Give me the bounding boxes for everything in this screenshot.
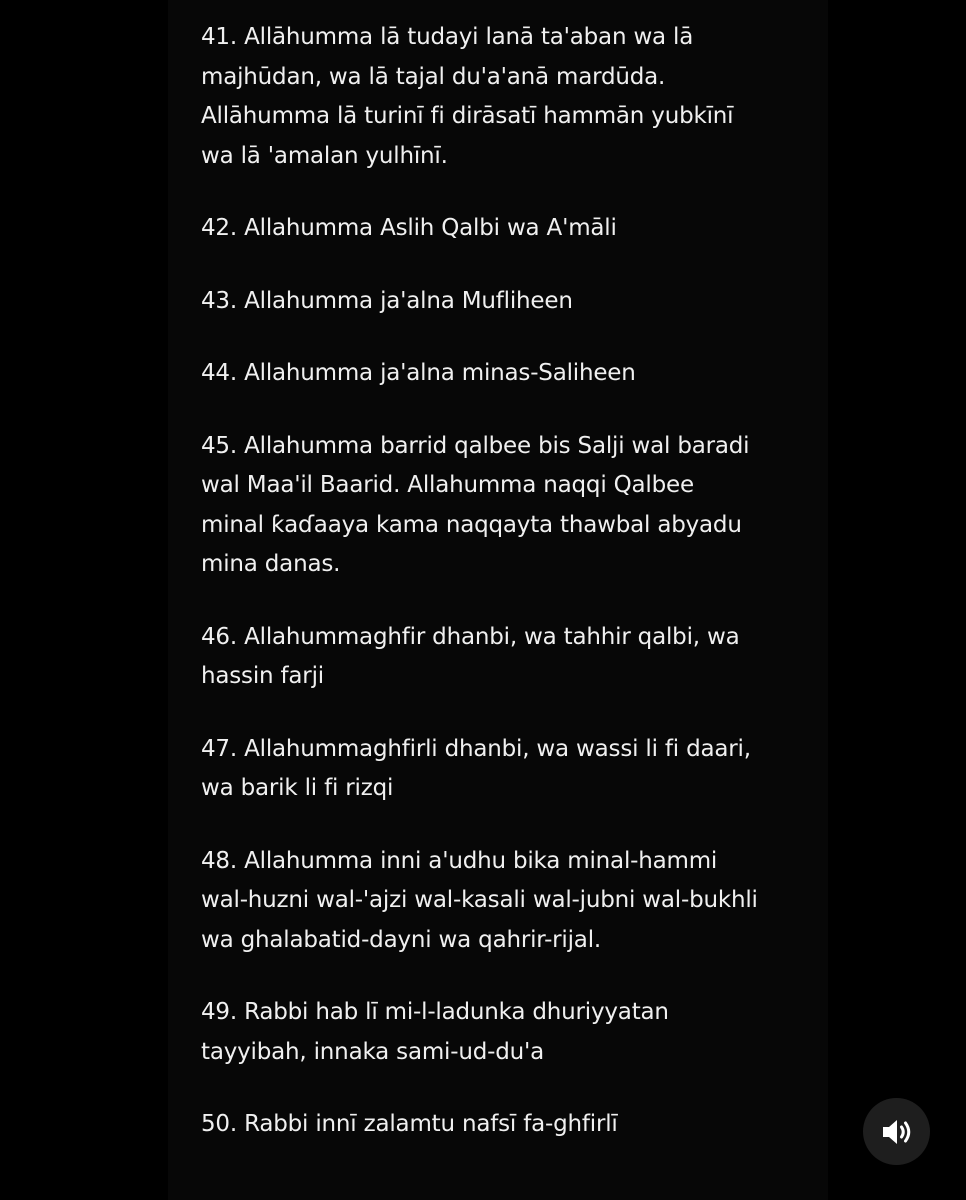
dua-line: 48. Allahumma inni a'udhu bika minal-hammi	[201, 847, 718, 874]
dua-line: 43. Allahumma ja'alna Mufliheen	[201, 287, 573, 314]
dua-line: 44. Allahumma ja'alna minas-Saliheen	[201, 360, 636, 386]
dua-item-43	[201, 282, 811, 322]
dua-line: wa lā 'amalan yulhīnī.	[201, 142, 448, 169]
audio-toggle-button[interactable]	[863, 1098, 930, 1165]
dua-item-49	[201, 993, 811, 1072]
dua-line: 41. Allāhumma lā tudayi lanā ta'aban wa lā	[201, 24, 694, 50]
dua-item-46	[201, 618, 811, 697]
speaker-icon	[880, 1117, 914, 1147]
dua-line: minal ƙaɗaaya kama naqqayta thawbal abyadu	[201, 511, 742, 538]
dua-line: hassin farji	[201, 663, 324, 689]
dua-line: 45. Allahumma barrid qalbee bis Salji wal baradi	[201, 432, 750, 459]
dua-list	[201, 18, 811, 1178]
dua-line: 50. Rabbi innī zalamtu nafsī fa-ghfirlī	[201, 1111, 618, 1137]
dua-line: 42. Allahumma Aslih Qalbi wa A'māli	[201, 215, 617, 241]
dua-line: mina danas.	[201, 551, 341, 577]
dua-item-42	[201, 209, 811, 249]
dua-line: wa barik li fi rizqi	[201, 775, 394, 801]
dua-line: wal Maa'il Baarid. Allahumma naqqi Qalbee	[201, 472, 694, 498]
dua-line: 46. Allahummaghfir dhanbi, wa tahhir qalbi, wa	[201, 623, 740, 650]
dua-line: 47. Allahummaghfirli dhanbi, wa wassi li fi daari,	[201, 735, 751, 762]
dua-item-44	[201, 354, 811, 394]
dua-item-50	[201, 1105, 811, 1145]
dua-item-41	[201, 18, 811, 176]
dua-line: 49. Rabbi hab lī mi-l-ladunka dhuriyyatan	[201, 999, 669, 1025]
dua-item-47	[201, 730, 811, 809]
dua-item-45	[201, 427, 811, 585]
dua-line: tayyibah, innaka sami-ud-du'a	[201, 1038, 545, 1065]
dua-line: Allāhumma lā turinī fi dirāsatī hammān yubkīnī	[201, 103, 734, 129]
dua-item-48	[201, 842, 811, 961]
dua-line: wal-huzni wal-'ajzi wal-kasali wal-jubni wal-bukhli	[201, 887, 758, 913]
dua-line: wa ghalabatid-dayni wa qahrir-rijal.	[201, 926, 602, 953]
dua-line: majhūdan, wa lā tajal du'a'anā mardūda.	[201, 63, 666, 90]
